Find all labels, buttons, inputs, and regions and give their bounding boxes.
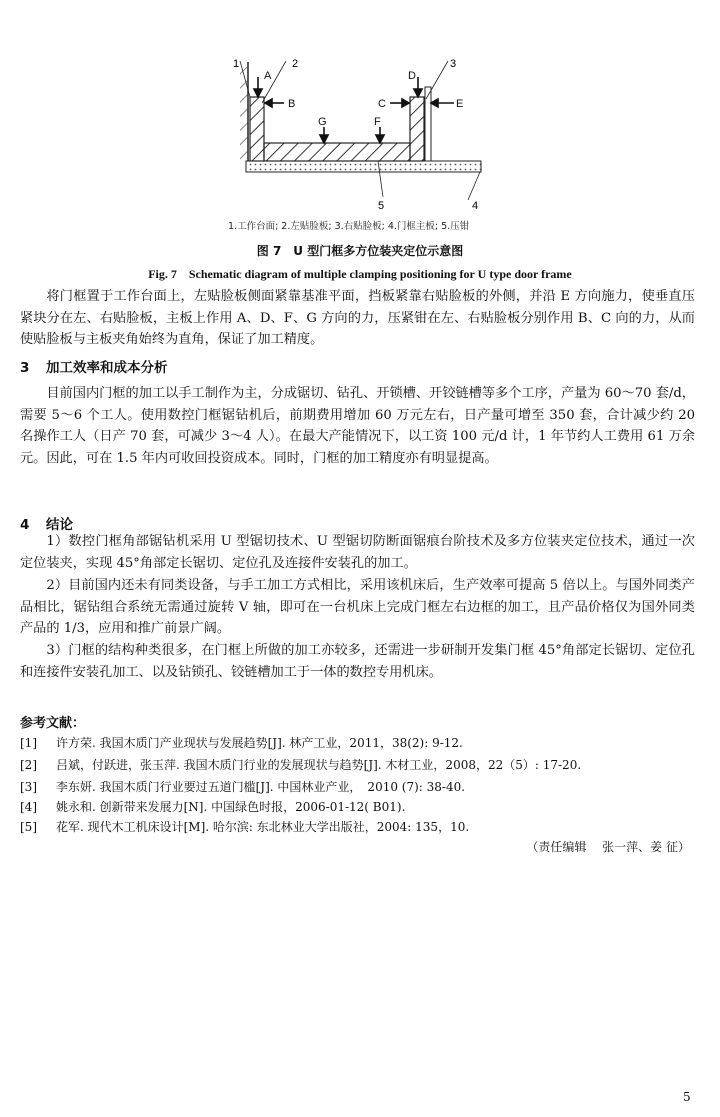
reference-item [20, 819, 700, 835]
reference-text: 李东妍. 我国木质门行业要过五道门槛[J]. 中国林业产业， 2010 (7): 38-40. [56, 780, 466, 794]
reference-item [20, 779, 700, 795]
right-face-board [410, 97, 424, 161]
section-4-title: 结论 [46, 517, 73, 533]
callout-2: 2 [292, 58, 299, 70]
section-3-number: 3 [20, 360, 30, 376]
reference-item [20, 735, 700, 751]
force-label-b: B [288, 98, 296, 110]
section-3-paragraph: 目前国内门框的加工以手工制作为主，分成锯切、钻孔、开锁槽、开铰链槽等多个工序，产量为 60～70 套/d，需要 5～6 个工人。使用数控门框锯钻机后，前期费用增加 60 万元左右，日产量可增至 350 套，合计减少约 20 名操作工人（日产 70 套，可减少 3～4 人）。在最大产能情况下，以工资 100 元/d 计，1 年节约人工费用 61 万余元。因此，可在 1.5 年内可收回投资成本。同时，门框的加工精度亦有明显提高。 [20, 386, 695, 466]
intro-paragraph: 将门框置于工作台面上，左贴脸板侧面紧靠基准平面，挡板紧靠右贴脸板的外侧，并沿 E 方向施力，使垂直压紧块分在左、右贴脸板，主板上作用 A、D、F、G 方向的力，压紧钳在左、右贴脸板分别作用 B、C 向的力，从而使贴脸板与主板夹角始终为直角，保证了加工精度。 [20, 289, 695, 347]
force-label-d: D [408, 70, 416, 82]
reference-text: 花军. 现代木工机床设计[M]. 哈尔滨: 东北林业大学出版社，2004: 135，10. [56, 820, 470, 834]
section-4-heading [20, 513, 73, 533]
section-3-heading [20, 356, 168, 376]
force-label-a: A [264, 70, 272, 82]
reference-item [20, 757, 700, 773]
force-label-g: G [318, 116, 327, 128]
reference-number: [2] [20, 758, 37, 772]
reference-number: [3] [20, 780, 37, 794]
main-board [264, 143, 410, 161]
callout-3: 3 [450, 58, 457, 70]
reference-text: 姚永和. 创新带来发展力[N]. 中国绿色时报，2006-01-12( B01). [56, 800, 406, 814]
force-label-c: C [378, 98, 386, 110]
force-label-f: F [374, 116, 381, 128]
figure-caption-cn: 图 7 U 型门框多方位装夹定位示意图 [256, 244, 464, 258]
reference-text: 吕斌，付跃进，张玉萍. 我国木质门行业的发展现状与趋势[J]. 木材工业，2008，22（5）: 17-20. [56, 758, 582, 772]
reference-item [20, 799, 700, 815]
u-frame-clamping-diagram [228, 57, 493, 235]
reference-number: [5] [20, 820, 37, 834]
reference-text: 许方荣. 我国木质门产业现状与发展趋势[J]. 林产工业，2011，38(2): 9-12. [56, 736, 463, 750]
reference-number: [1] [20, 736, 37, 750]
callout-4: 4 [472, 200, 479, 212]
figure-caption-en: Fig. 7 Schematic diagram of multiple clamping positioning for U type door frame [148, 267, 572, 281]
conclusion-3: 3）门框的结构种类很多，在门框上所做的加工亦较多，还需进一步研制开发集门框 45°角部定长锯切、定位孔和连接件安装孔加工、以及钻锁孔、铰链槽加工于一体的数控专用机床。 [20, 643, 695, 680]
figure-legend: 1.工作台面; 2.左贴脸板; 3.右贴脸板; 4.门框主板; 5.压钳 [228, 221, 470, 232]
callout-5: 5 [378, 200, 385, 212]
force-label-e: E [456, 98, 464, 110]
worktable [246, 161, 481, 172]
conclusion-1: 1）数控门框角部锯钻机采用 U 型锯切技术、U 型锯切防断面锯痕台阶技术及多方位装夹定位技术，通过一次定位装夹，实现 45°角部定长锯切、定位孔及连接件安装孔的加工。 [20, 534, 695, 571]
page-number: 5 [683, 1090, 691, 1104]
section-3-title: 加工效率和成本分析 [46, 360, 168, 376]
callout-1: 1 [233, 58, 240, 70]
section-4-number: 4 [20, 517, 30, 533]
responsible-editor: （责任编辑 张一萍、姜 征） [526, 840, 690, 854]
left-face-board [250, 97, 264, 161]
figure-7 [228, 57, 493, 235]
reference-number: [4] [20, 800, 37, 814]
references-title: 参考文献： [20, 716, 86, 731]
conclusion-2: 2）目前国内还未有同类设备，与手工加工方式相比，采用该机床后，生产效率可提高 5 倍以上。与国外同类产品相比，锯钻组合系统无需通过旋转 V 轴，即可在一台机床上完成门框左右边框的加工，且产品价格仅为国外同类产品的 1/3，应用和推广前景广阔。 [20, 578, 695, 636]
